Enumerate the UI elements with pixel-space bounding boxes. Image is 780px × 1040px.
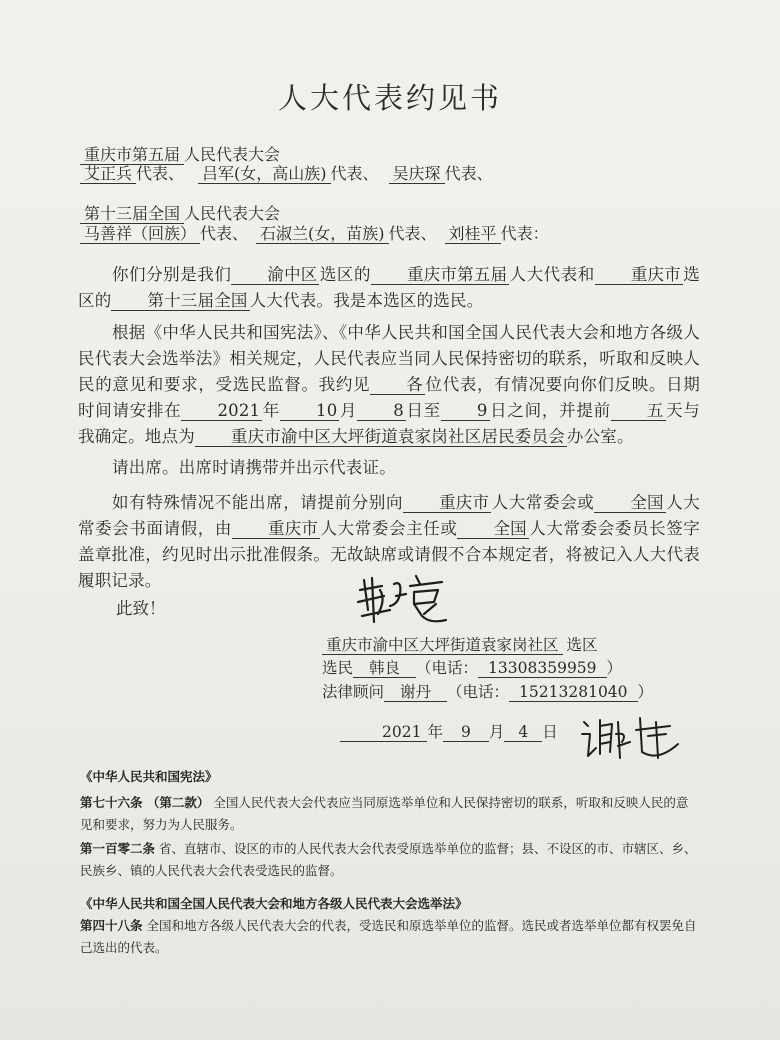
law-reference-2 [80,893,700,959]
text: 人大常委会委员长签字盖章批准，约见时出示批准假条。无故缺席或请假不合本规定者，将被记入人大代表履职记录。 [78,519,701,590]
text: 位代表，有情况要向你们反映。日期时间请安排在 [78,375,701,420]
org-field: 全国 [594,494,665,513]
text: 根据《中华人民共和国宪法》、《中华人民共和国全国人民代表大会和地方各级人民代表大会选举法》相关规定，人民代表应当同人民保持密切的联系，听取和反映人民的意见和要求，受选民监督。我约见 [78,323,700,394]
text: 日之间，并提前 [489,401,611,420]
date-day-field: 4 [504,723,542,742]
signature-date [340,720,558,742]
congress-name: 第十三届全国 [80,205,184,224]
text: 选区的 [319,265,371,284]
phone-close: ） [637,683,654,701]
constituency-field: 重庆市渝中区大坪街道袁家岗社区 [322,636,563,655]
article-label: 第四十八条 [80,918,143,933]
article-text: 全国和地方各级人民代表大会的代表，受选民和原选举单位的监督。选民或者选举单位都有权罢免自己选出的代表。 [80,918,697,955]
delegate-name: 石淑兰(女，苗族) [256,225,389,244]
article-text: 省、直辖市、设区的市的人民代表大会代表受原选举单位的监督；县、不设区的市、市辖区、乡、民族乡、镇的人民代表大会代表受选民的监督。 [80,841,697,878]
document-title: 人大代表约见书 [277,81,502,115]
text: 人大常委会书面请假，由 [78,493,700,538]
law-title: 《中华人民共和国全国人民代表大会和地方各级人民代表大会选举法》 [80,896,468,911]
text: 人大代表。我是本选区的选民。 [249,291,484,310]
congress-name: 重庆市第五届 [80,146,184,165]
text: 月 [339,401,358,420]
phone-label: （电话： [416,659,479,677]
handwritten-signature-hanliang [350,570,460,630]
voter-label: 选民 [322,659,354,677]
delegate-suffix: 代表、 [330,164,379,183]
date-unit: 月 [488,723,505,741]
delegate-name: 吴庆琛 [389,165,445,184]
law-reference-1 [80,766,700,882]
phone-close: ） [606,659,623,677]
day-from-field: 8 [357,402,406,421]
delegate-suffix: 代表、 [388,224,437,243]
text: 人大常委会主任或 [320,519,458,538]
body-paragraph-2 [78,320,700,450]
delegate-suffix: 代表、 [200,224,249,243]
city-field: 重庆市 [595,266,683,285]
article-label: 第七十六条 （第二款） [80,795,210,810]
article-text: 全国人民代表大会代表应当同原选举单位和人民保持密切的联系，听取和反映人民的意见和要求，努力为人民服务。 [80,795,689,832]
closing-text: 此致！ [116,599,166,618]
law-article [80,915,700,959]
lawyer-label: 法律顾问 [322,683,385,701]
congress-field: 重庆市第五届 [371,266,509,285]
text: 如有特殊情况不能出席，请提前分别向 [112,493,404,512]
voter-phone-field: 13308359959 [478,659,606,678]
text: 办公室。 [566,427,634,446]
date-year-field: 2021 [340,723,427,742]
day-to-field: 9 [441,402,490,421]
law-article [80,838,700,882]
year-field: 2021 [181,402,262,421]
lawyer-line [322,681,653,703]
org-field: 全国 [457,520,528,539]
addressee-line-2 [80,163,493,185]
delegate-suffix: 代表： [500,224,549,243]
date-month-field: 9 [443,723,489,742]
law-title: 《中华人民共和国宪法》 [80,769,218,784]
text: 天与我确定。地点为 [78,401,701,446]
body-paragraph-3: 请出席。出席时请携带并出示代表证。 [112,458,396,477]
body-paragraph-1 [78,262,700,314]
text: 年 [262,401,281,420]
org-field: 重庆市 [232,520,320,539]
addressee-line-4 [80,223,549,245]
delegate-name: 马善祥（回族） [80,225,200,244]
delegate-name: 吕军(女，高山族) [198,165,331,184]
lawyer-name-field: 谢丹 [384,683,447,702]
congress-suffix: 人民代表大会 [184,204,281,223]
district-field: 渝中区 [231,266,319,285]
text: 人大常委会或 [491,493,595,512]
congress-suffix: 人民代表大会 [184,145,281,164]
each-field: 各 [370,376,425,395]
org-field: 重庆市 [403,494,491,513]
delegate-suffix: 代表、 [136,164,185,183]
voter-name-field: 韩良 [353,659,416,678]
addressee-line-3 [80,203,280,225]
constituency-line [322,634,598,656]
text: 你们分别是我们 [112,265,232,284]
phone-label: （电话： [447,683,510,701]
text: 日至 [405,401,441,420]
article-label: 第一百零二条 [80,841,156,856]
date-unit: 日 [542,723,558,741]
location-field: 重庆市渝中区大坪街道袁家岗社区居民委员会 [195,428,567,447]
delegate-suffix: 代表、 [444,164,493,183]
delegate-name: 刘桂平 [445,225,501,244]
constituency-suffix: 选区 [566,636,598,654]
lawyer-phone-field: 15213281040 [509,683,637,702]
law-article [80,792,700,836]
date-unit: 年 [427,723,443,741]
month-field: 10 [280,402,339,421]
text: 人大代表和 [509,265,595,284]
congress-field: 第十三届全国 [111,292,249,311]
days-ahead-field: 五 [611,402,666,421]
voter-line [322,657,622,679]
text: 选区的 [78,265,700,310]
handwritten-signature-xiedan [578,712,688,766]
delegate-name: 艾正兵 [80,165,136,184]
